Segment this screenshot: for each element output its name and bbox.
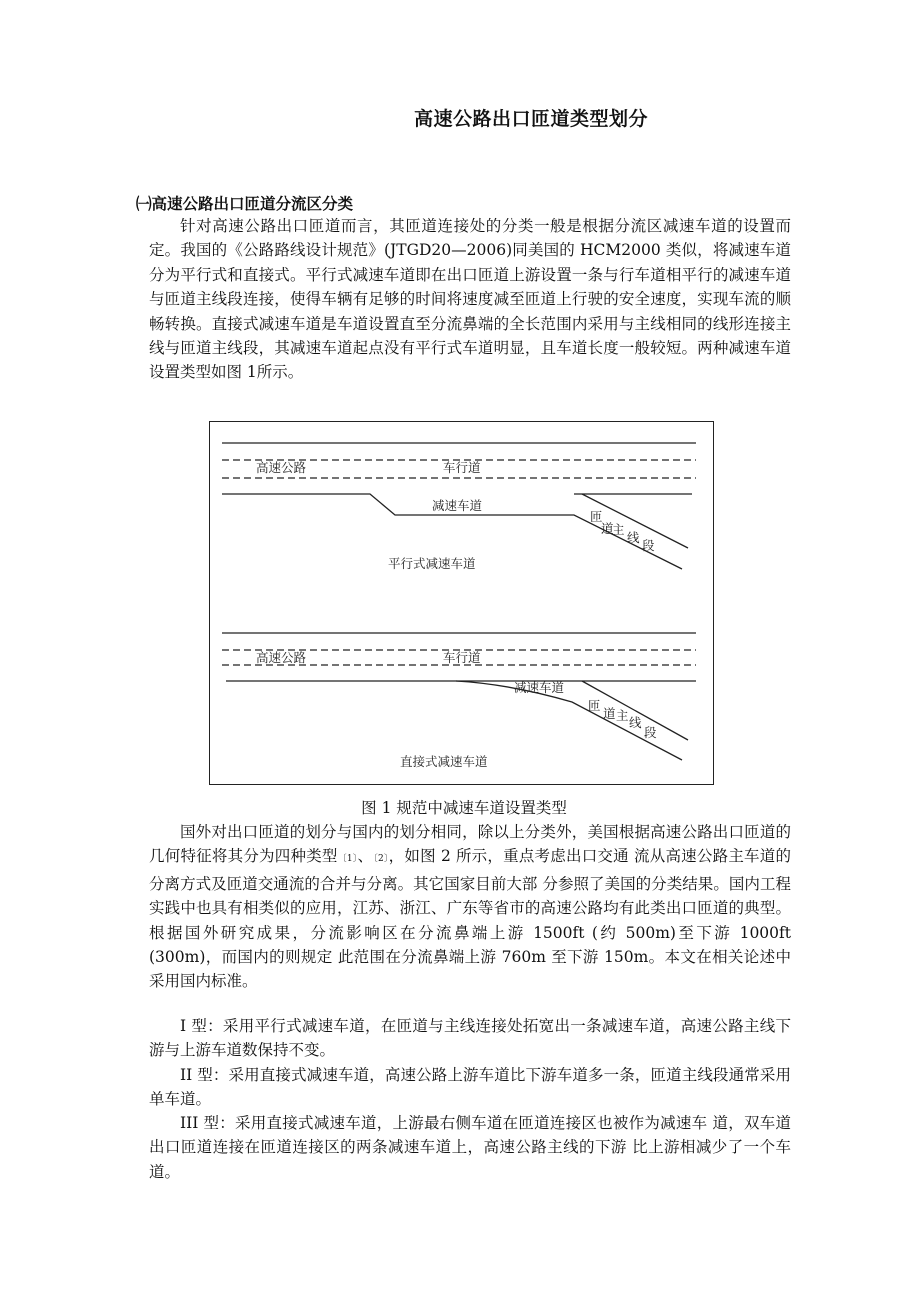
bottom-ramp-char-1: 匝: [588, 698, 601, 713]
reference-1: 〔1〕: [337, 854, 358, 865]
figure-diagram: [210, 422, 715, 786]
paragraph-type-3: III 型：采用直接式减速车道，上游最右侧车道在匝道连接区也被作为减速车 道，双车道出口匝道连接在匝道连接区的两条减速车道上，高速公路主线的下游 比上游相减少了一个车道。: [149, 1114, 791, 1181]
paragraph-foreign-classification: [149, 820, 791, 994]
top-ramp-char-4: 线: [627, 530, 640, 545]
bottom-direct-taper: [456, 681, 682, 760]
paragraph-intro: 针对高速公路出口匝道而言，其匝道连接处的分类一般是根据分流区减速车道的设置而定。我国的《公路路线设计规范》(JTGD20—2006)同美国的 HCM2000 类似，将减速车道分为平行式和直接式。平行式减速车道即在出口匝道上游设置一条与行车道相平行的减速车道与匝道主线段连接，使得车辆有足够的时间将速度减至匝道上行驶的安全速度，实现车流的顺畅转换。直接式减速车道是车道设置直至分流鼻端的全长范围内采用与主线相同的线形连接主线与匝道主线段，其减速车道起点没有平行式车道明显，且车道长度一般较短。两种减速车道设置类型如图 1所示。: [149, 217, 791, 382]
reference-separator: 、: [357, 847, 374, 866]
top-ramp-char-2: 道: [601, 521, 614, 536]
top-type-label: 平行式减速车道: [388, 556, 476, 571]
bottom-ramp-char-3: 主: [616, 708, 629, 723]
reference-2: 〔2〕: [373, 854, 389, 865]
bottom-ramp-char-5: 段: [644, 725, 657, 740]
bottom-ramp-char-2: 道: [603, 706, 616, 721]
bottom-decel-label: 减速车道: [514, 680, 565, 695]
top-decel-label: 减速车道: [432, 498, 483, 513]
bottom-type-label: 直接式减速车道: [400, 754, 488, 769]
top-ramp-char-3: 主: [612, 522, 625, 537]
page-title: 高速公路出口匝道类型划分: [413, 108, 648, 130]
figure-decel-lane-types: [209, 421, 714, 785]
paragraph-foreign-text-b: ，如图 2 所示，重点考虑出口交通 流从高速公路主车道的分离方式及匝道交通流的合并与分离。其它国家目前大部 分参照了美国的分类结果。国内工程实践中也具有相类似的应用，江苏、浙江、广东等省市的高速公路均有此类出口匝道的典型。根据国外研究成果，分流影响区在分流鼻端上游 1500ft (约 500m)至下游 1000ft (300m)，而国内的则规定 此范围在分流鼻端上游 760m 至下游 150m。本文在相关论述中采用国内标准。: [149, 847, 791, 991]
bottom-carriageway-label: 车行道: [443, 650, 481, 665]
paragraph-foreign-text-a: 国外对出口匝道的划分与国内的划分相同，除以上分类外，美国根据高速公路出口匝道的几何特征将其分为四种类型: [149, 823, 791, 866]
top-ramp-char-1: 匝: [590, 509, 603, 524]
top-carriageway-label: 车行道: [443, 460, 481, 475]
bottom-highway-label: 高速公路: [256, 650, 307, 665]
paragraph-type-2: II 型：采用直接式减速车道，高速公路上游车道比下游车道多一条，匝道主线段通常采用单车道。: [149, 1066, 791, 1109]
bottom-ramp-char-4: 线: [629, 715, 642, 730]
paragraph-type-1: I 型：采用平行式减速车道，在匝道与主线连接处拓宽出一条减速车道，高速公路主线下游与上游车道数保持不变。: [149, 1017, 791, 1060]
figure-caption: 图 1 规范中减速车道设置类型: [361, 799, 567, 817]
top-ramp-char-5: 段: [642, 538, 655, 553]
section-heading: ㈠高速公路出口匝道分流区分类: [136, 195, 354, 213]
top-highway-label: 高速公路: [256, 460, 307, 475]
